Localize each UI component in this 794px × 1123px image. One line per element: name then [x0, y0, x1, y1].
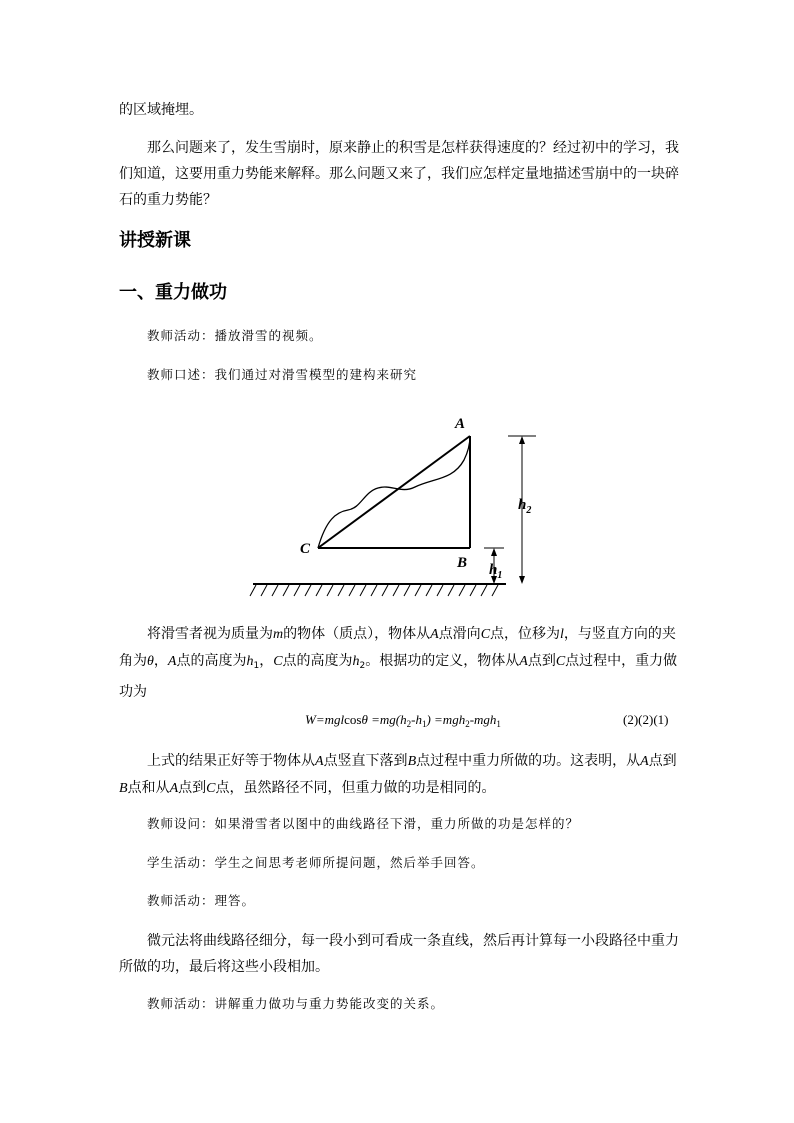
h1-arrow-up — [491, 548, 497, 556]
label-h2: $h_2$ — [518, 497, 532, 516]
teacher-activity-video: 教师活动：播放滑雪的视频。 — [147, 328, 323, 343]
equation-number: (2)(2)(1) — [623, 712, 669, 727]
student-activity: 学生活动：学生之间思考老师所提问题，然后举手回答。 — [147, 855, 485, 870]
label-h1: $h_1$ — [489, 562, 503, 581]
conclusion-paragraph: 上式的结果正好等于物体从A点竖直下落到B点过程中重力所做的功。这表明，从A点到B点和从A点到C点，虽然路径不同，但重力做的功是相同的。 — [119, 753, 677, 796]
teacher-narration: 教师口述：我们通过对滑雪模型的建构来研究 — [147, 367, 418, 382]
section-title: 讲授新课 — [119, 230, 191, 251]
h2-arrow-up — [519, 436, 525, 444]
label-c: C — [300, 541, 311, 557]
teacher-activity-respond: 教师活动：理答。 — [147, 893, 256, 908]
ground-hatching — [250, 585, 498, 596]
label-a: A — [455, 416, 466, 432]
intro-paragraph: 那么问题来了，发生雪崩时，原来静止的积雪是怎样获得速度的？经过初中的学习，我们知道，这要用重力势能来解释。那么问题又来了，我们应怎样定量地描述雪崩中的一块碎石的重力势能？ — [119, 140, 679, 208]
h2-arrow-down — [519, 576, 525, 584]
work-formula: $W=mglcos\theta =mg(h_2-h_1) =mgh_2-mgh_1$ — [305, 712, 501, 729]
micro-element-paragraph: 微元法将曲线路径细分，每一段小到可看成一条直线，然后再计算每一小段路径中重力所做的功，最后将这些小段相加。 — [119, 933, 679, 975]
incline-line-ac — [318, 436, 470, 548]
teacher-activity-explain: 教师活动：讲解重力做功与重力势能改变的关系。 — [147, 996, 445, 1011]
ski-slope-diagram — [248, 408, 548, 600]
label-b: B — [457, 555, 468, 571]
teacher-question: 教师设问：如果滑雪者以图中的曲线路径下滑，重力所做的功是怎样的？ — [147, 816, 580, 831]
model-paragraph: 将滑雪者视为质量为m的物体（质点），物体从A点滑向C点，位移为l，与竖直方向的夹角为θ，A点的高度为$h_1$，C点的高度为$h_2$。根据功的定义，物体从A点到C点过程中，重力做功为 — [119, 626, 678, 700]
intro-line: 的区域掩埋。 — [119, 102, 203, 118]
subsection-title: 一、重力做功 — [119, 282, 227, 303]
